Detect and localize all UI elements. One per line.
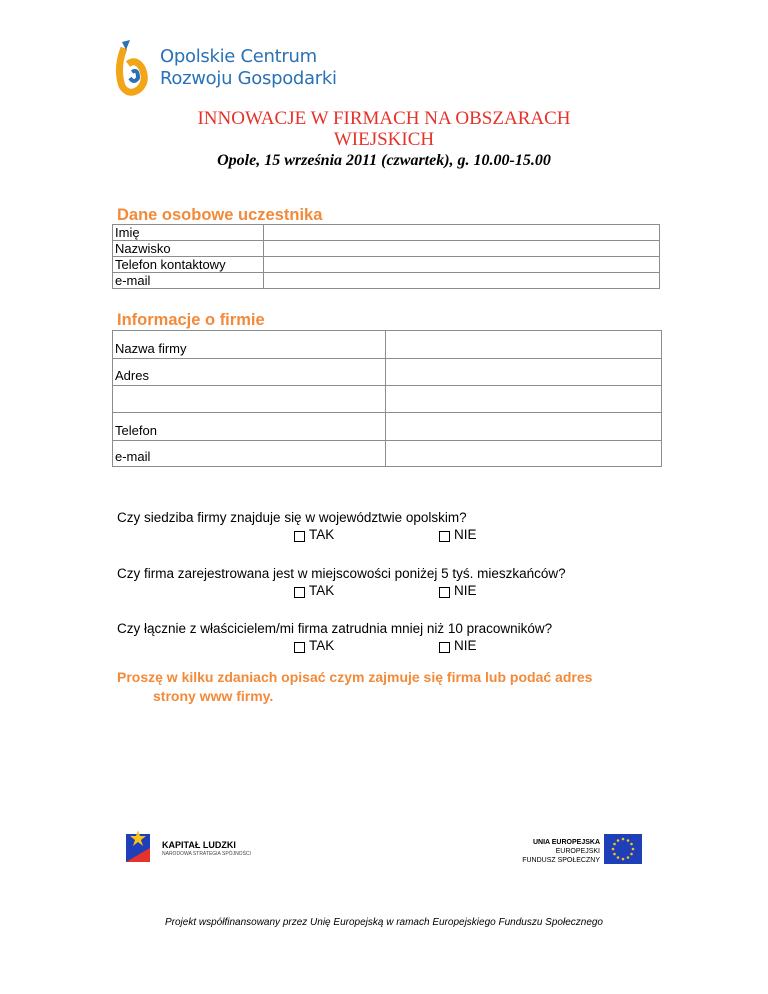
- q2-nie-option[interactable]: [439, 583, 477, 598]
- kapital-ludzki-icon: [122, 828, 156, 868]
- eu-logo-text: [470, 838, 600, 865]
- kl-subtitle: NARODOWA STRATEGIA SPÓJNOŚCI: [162, 851, 251, 857]
- q3-nie-label: NIE: [454, 638, 477, 653]
- personal-table: [112, 224, 660, 289]
- eu-line1: UNIA EUROPEJSKA: [532, 839, 600, 846]
- title-line2: WIEJSKICH: [333, 129, 435, 150]
- checkbox-icon[interactable]: [439, 531, 450, 542]
- company-field-email[interactable]: [386, 441, 662, 467]
- q1-tak-label: TAK: [309, 527, 335, 542]
- personal-heading: Dane osobowe uczestnika: [117, 206, 323, 224]
- personal-field-imie[interactable]: [264, 225, 660, 241]
- kl-title: KAPITAŁ LUDZKI: [162, 840, 236, 850]
- eu-flag-icon: [604, 834, 642, 864]
- personal-label: Nazwisko: [113, 241, 264, 257]
- kapital-ludzki-logo: [122, 828, 272, 868]
- description-instruction: [117, 668, 592, 706]
- company-label: Adres: [113, 359, 386, 386]
- personal-label: Telefon kontaktowy: [113, 257, 264, 273]
- personal-field-nazwisko[interactable]: [264, 241, 660, 257]
- personal-field-telefon[interactable]: [264, 257, 660, 273]
- q1-nie-option[interactable]: [439, 527, 477, 542]
- company-label: [113, 386, 386, 413]
- checkbox-icon[interactable]: [294, 587, 305, 598]
- company-field-adres2[interactable]: [386, 386, 662, 413]
- eu-stars-icon: [604, 834, 642, 864]
- event-subtitle: Opole, 15 września 2011 (czwartek), g. 10.00-15.00: [217, 152, 551, 169]
- ocrg-logo-icon: [112, 38, 158, 100]
- q2-tak-label: TAK: [309, 583, 335, 598]
- q3-tak-label: TAK: [309, 638, 335, 653]
- company-heading: Informacje o firmie: [117, 311, 265, 329]
- personal-label: e-mail: [113, 273, 264, 289]
- question-3: Czy łącznie z właścicielem/mi firma zatrudnia mniej niż 10 pracowników?: [117, 621, 553, 636]
- instruction-line2: strony www firmy.: [153, 688, 274, 704]
- instruction-line1: Proszę w kilku zdaniach opisać czym zajmuje się firma lub podać adres: [117, 669, 593, 685]
- personal-field-email[interactable]: [264, 273, 660, 289]
- company-label: e-mail: [113, 441, 386, 467]
- personal-label: Imię: [113, 225, 264, 241]
- company-table: [112, 330, 662, 467]
- q1-nie-label: NIE: [454, 527, 477, 542]
- question-2: Czy firma zarejestrowana jest w miejscowości poniżej 5 tyś. mieszkańców?: [117, 566, 566, 581]
- q3-tak-option[interactable]: [294, 638, 334, 653]
- company-field-nazwa[interactable]: [386, 331, 662, 359]
- checkbox-icon[interactable]: [294, 531, 305, 542]
- q2-tak-option[interactable]: [294, 583, 334, 598]
- q1-tak-option[interactable]: [294, 527, 334, 542]
- checkbox-icon[interactable]: [439, 642, 450, 653]
- company-label: Telefon: [113, 413, 386, 441]
- checkbox-icon[interactable]: [439, 587, 450, 598]
- ocrg-logo: [112, 38, 352, 100]
- company-field-adres[interactable]: [386, 359, 662, 386]
- footer-note: Projekt współfinansowany przez Unię Europejską w ramach Europejskiego Funduszu Społecznego: [164, 917, 603, 928]
- company-label: Nazwa firmy: [113, 331, 386, 359]
- q2-nie-label: NIE: [454, 583, 477, 598]
- logo-line2: Rozwoju Gospodarki: [160, 68, 337, 89]
- title-line1: INNOWACJE W FIRMACH NA OBSZARACH: [197, 108, 571, 129]
- q3-nie-option[interactable]: [439, 638, 477, 653]
- eu-line2: EUROPEJSKI: [555, 848, 600, 855]
- question-1: Czy siedziba firmy znajduje się w województwie opolskim?: [117, 510, 467, 525]
- logo-line1: Opolskie Centrum: [160, 46, 317, 67]
- eu-line3: FUNDUSZ SPOŁECZNY: [522, 857, 600, 864]
- checkbox-icon[interactable]: [294, 642, 305, 653]
- event-title: [100, 108, 668, 150]
- company-field-telefon[interactable]: [386, 413, 662, 441]
